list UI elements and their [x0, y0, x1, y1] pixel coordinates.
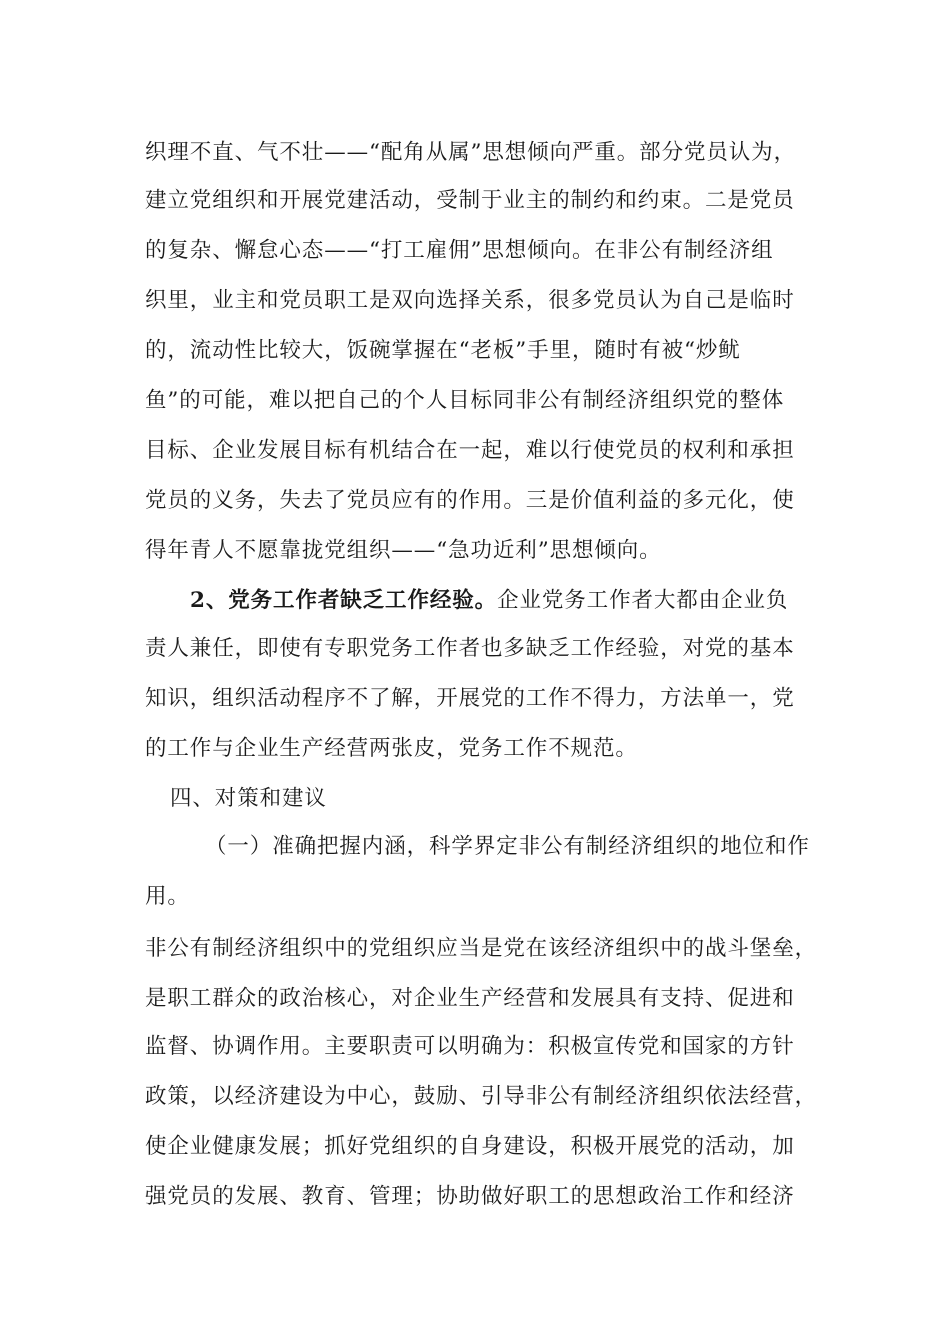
point-2-text: 企业党务工作者大都由企业负	[497, 588, 789, 613]
paragraph-line: 织里，业主和党员职工是双向选择关系，很多党员认为自己是临时	[145, 288, 795, 313]
paragraph-line: 非公有制经济组织中的党组织应当是党在该经济组织中的战斗堡垒，	[145, 936, 818, 961]
paragraph-line: 是职工群众的政治核心，对企业生产经营和发展具有支持、促进和	[145, 986, 795, 1011]
point-2-first-line	[190, 586, 788, 616]
paragraph-line: 的，流动性比较大，饭碗掌握在“老板”手里，随时有被“炒鱿	[145, 338, 741, 363]
subsection-1-title-cont: 用。	[145, 884, 190, 909]
paragraph-line: 责人兼任，即使有专职党务工作者也多缺乏工作经验，对党的基本	[145, 636, 795, 661]
paragraph-line: 政策，以经济建设为中心，鼓励、引导非公有制经济组织依法经营，	[145, 1084, 818, 1109]
paragraph-line: 使企业健康发展；抓好党组织的自身建设，积极开展党的活动，加	[145, 1134, 795, 1159]
paragraph-line: 目标、企业发展目标有机结合在一起，难以行使党员的权利和承担	[145, 438, 795, 463]
paragraph-line: 织理不直、气不壮——“配角从属”思想倾向严重。部分党员认为，	[145, 140, 796, 165]
subsection-1-title: （一）准确把握内涵，科学界定非公有制经济组织的地位和作	[205, 834, 810, 859]
paragraph-line: 监督、协调作用。主要职责可以明确为：积极宣传党和国家的方针	[145, 1034, 795, 1059]
paragraph-line: 强党员的发展、教育、管理；协助做好职工的思想政治工作和经济	[145, 1184, 795, 1209]
paragraph-line: 得年青人不愿靠拢党组织——“急功近利”思想倾向。	[145, 538, 662, 563]
section-4-title: 四、对策和建议	[170, 786, 327, 811]
paragraph-line: 鱼”的可能，难以把自己的个人目标同非公有制经济组织党的整体	[145, 388, 785, 413]
paragraph-line: 建立党组织和开展党建活动，受制于业主的制约和约束。二是党员	[145, 188, 795, 213]
paragraph-line: 的复杂、懈怠心态——“打工雇佣”思想倾向。在非公有制经济组	[145, 238, 774, 263]
point-2-heading: 2、党务工作者缺乏工作经验。	[190, 588, 498, 613]
paragraph-line: 党员的义务，失去了党员应有的作用。三是价值利益的多元化，使	[145, 488, 795, 513]
paragraph-line: 知识，组织活动程序不了解，开展党的工作不得力，方法单一，党	[145, 686, 795, 711]
paragraph-line: 的工作与企业生产经营两张皮，党务工作不规范。	[145, 736, 638, 761]
